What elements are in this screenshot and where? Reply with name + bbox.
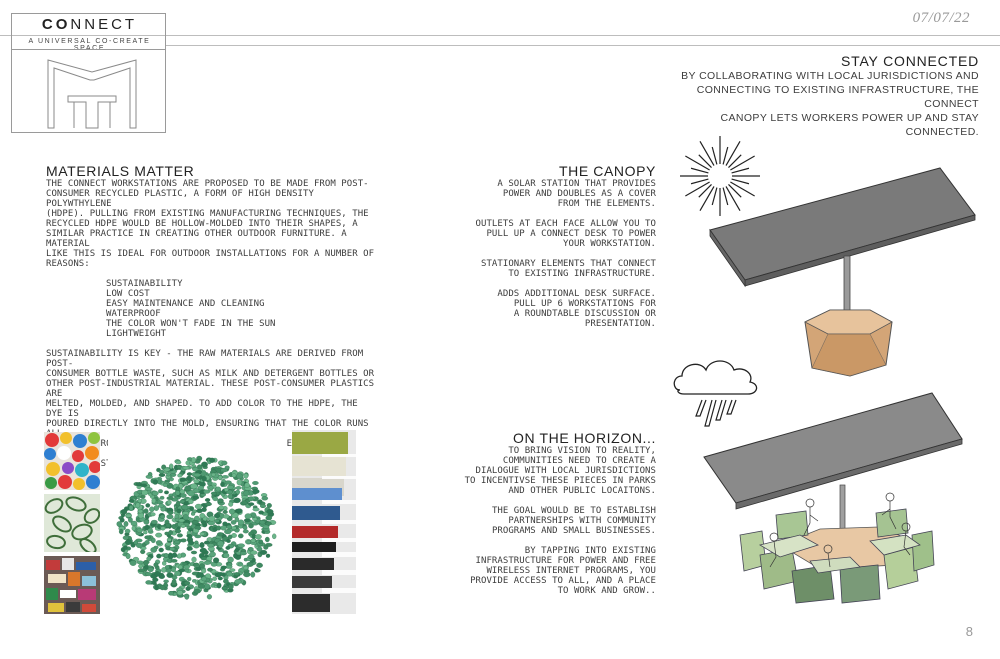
logo bbox=[11, 13, 166, 133]
color-samples-photo bbox=[292, 430, 356, 614]
list-item: SUSTAINABILITY bbox=[106, 279, 183, 289]
canopy-title: THE CANOPY bbox=[558, 163, 656, 179]
page-number: 8 bbox=[965, 624, 973, 639]
list-item: WATERPROOF bbox=[106, 309, 161, 319]
reasons-list bbox=[106, 279, 376, 339]
stay-connected-title: STAY CONNECTED bbox=[841, 53, 979, 69]
plastic-caps-photo bbox=[44, 432, 100, 490]
horizon-title: ON THE HORIZON... bbox=[513, 430, 656, 446]
materials-matter-title: MATERIALS MATTER bbox=[46, 163, 195, 179]
date-stamp: 07/07/22 bbox=[912, 10, 970, 26]
plastic-waste-photo bbox=[44, 556, 100, 614]
stay-connected-text: BY COLLABORATING WITH LOCAL JURISDICTIONS AND CONNECTING TO EXISTING INFRASTRUCTURE, THE CONNECT CANOPY LETS WORKERS POWER UP AND STAY CONNECTED. bbox=[681, 70, 979, 138]
brand-wordmark: CONNECT bbox=[41, 16, 138, 33]
brand-tagline: A UNIVERSAL CO-CREATE bbox=[28, 38, 151, 45]
green-pellets-photo bbox=[108, 432, 286, 612]
list-item: LOW COST bbox=[106, 289, 150, 299]
list-item: LIGHTWEIGHT bbox=[106, 329, 167, 339]
bottles-photo bbox=[44, 494, 100, 552]
header-rule-bottom bbox=[166, 45, 1000, 46]
workstation-logo-icon bbox=[42, 54, 142, 132]
list-item: EASY MAINTENANCE AND CLEANING bbox=[106, 299, 265, 309]
materials-matter-text: THE CONNECT WORKSTATIONS ARE PROPOSED TO BE MADE FROM POST- CONSUMER RECYCLED PLASTIC, A FORM OF HIGH DENSITY POLYWTHYLENE (HDPE). PULLING FROM EXISTING MANUFACTURING TECHNIQUES, THE RECYCLED HDPE WOULD BE HOLLOW-MOLDED INTO THEIR SHAPES, A SIMILAR PRACTICE IN CREATING OTHER OUTDOOR FURNITURE. A MATERIAL LIKE THIS IS IDEAL FOR OUTDOOR INSTALLATIONS FOR A NUMBER OF REASONS: SUSTAINABILITY LOW COST EASY MAINTENANCE AND CLEANING WATERPROOF THE COLOR WON'T FADE IN THE SUN LIGHTWEIGHT SUSTAINABILITY IS KEY - THE RAW MATERIALS ARE DERIVED FROM POST- CONSUMER BOTTLE WASTE, SUCH AS MILK AND DETERGENT BOTTLES OR OTHER POST-INDUSTRIAL MATERIAL. THESE POST-CONSUMER PLASTICS ARE MELTED, MOLDED, AND SHAPED. TO ADD COLOR TO THE HDPE, THE DYE IS POURED DIRECTLY INTO THE MOLD, ENSURING THAT THE COLOR RUNS bbox=[46, 179, 375, 429]
canopy-workstations-illustration bbox=[700, 385, 980, 615]
horizon-text: TO BRING VISION TO REALITY, COMMUNITIES NEED TO CREATE A DIALOGUE WITH LOCAL JURISDICTIONS TO INCENTIVSE THESE PIECES IN PARKS AND OTHER PUBLIC LOCAITONS. THE GOAL WOULD BE TO ESTABLISH PARTNERSHIPS WITH COMMUNITY PROGRAMS AND SMALL BUSINESSES. BY TAPPING INTO EXISTING INFRASTRUCTURE FOR POWER AND FREE WIRELESS INTERNET PROGRAMS, YOU PROVIDE ACCESS TO ALL, AND A PLACE TO WORK AND GROW.. bbox=[464, 446, 656, 596]
logo-divider bbox=[12, 49, 165, 50]
list-item: THE COLOR WON'T FADE IN THE SUN bbox=[106, 319, 276, 329]
canopy-text: A SOLAR STATION THAT PROVIDES POWER AND DOUBLES AS A COVER FROM THE ELEMENTS. OUTLETS AT EACH FACE ALLOW YOU TO PULL UP A CONNECT DESK TO POWER YOUR WORKSTATION. STATIONARY ELEMENTS THAT CONNECT TO EXISTING INFRASTRUCTURE. ADDS ADDITIONAL DESK SURFACE. PULL UP 6 WORKSTATIONS FOR A ROUNDTABLE DISCUSSION OR PRESENTATION. bbox=[475, 179, 656, 329]
